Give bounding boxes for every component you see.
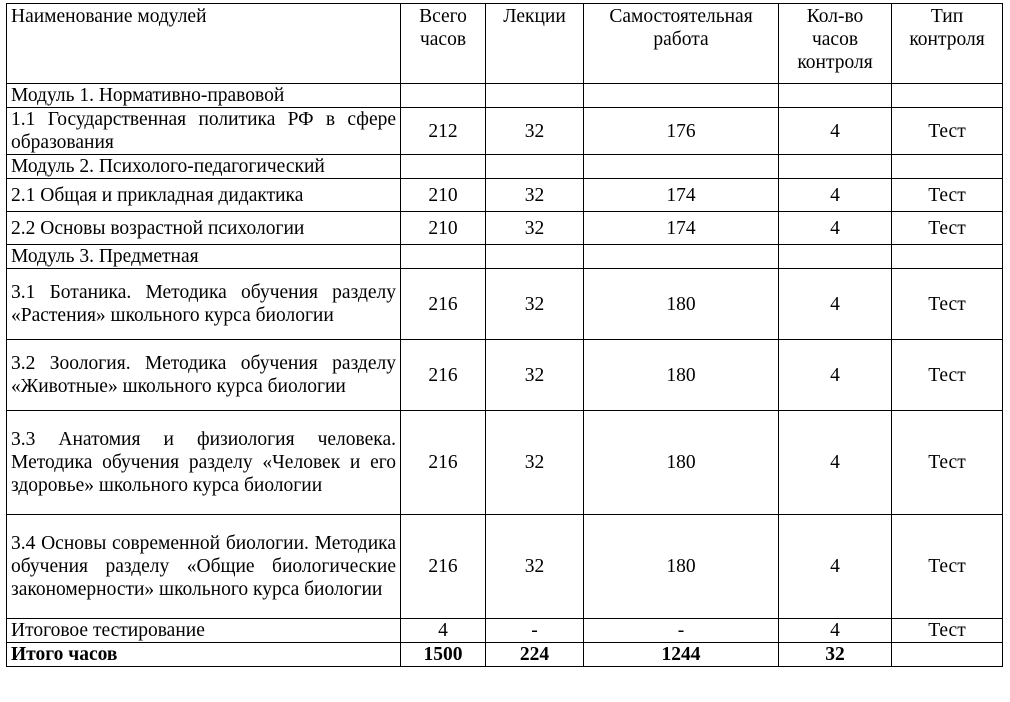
row-self-work: 180	[584, 340, 779, 411]
curriculum-table	[6, 3, 1003, 667]
table-row	[7, 269, 1003, 340]
row-self-work: 174	[584, 179, 779, 212]
header-self-work: Самостоятельная работа	[584, 4, 779, 84]
row-self-work: 180	[584, 515, 779, 619]
header-control-hours: Кол-во часов контроля	[779, 4, 892, 84]
row-total: 216	[401, 340, 486, 411]
table-row	[7, 179, 1003, 212]
totals-control-hours: 32	[779, 643, 892, 667]
row-name: 3.3 Анатомия и физиология человека. Методика обучения разделу «Человек и его здоровье» школьного курса биологии	[7, 411, 401, 515]
row-total: 210	[401, 179, 486, 212]
row-control-hours: 4	[779, 340, 892, 411]
totals-lectures: 224	[486, 643, 584, 667]
totals-row	[7, 643, 1003, 667]
module-title: Модуль 1. Нормативно-правовой	[7, 84, 401, 108]
header-control-type: Тип контроля	[892, 4, 1003, 84]
row-lectures: 32	[486, 411, 584, 515]
row-lectures: 32	[486, 179, 584, 212]
row-total: 210	[401, 212, 486, 245]
row-control-hours: 4	[779, 411, 892, 515]
table-row	[7, 212, 1003, 245]
table-row	[7, 515, 1003, 619]
module-title: Модуль 2. Психолого-педагогический	[7, 155, 401, 179]
row-total: 216	[401, 515, 486, 619]
final-test-lectures: -	[486, 619, 584, 643]
row-name: 1.1 Государственная политика РФ в сфере образования	[7, 108, 401, 155]
row-control-hours: 4	[779, 179, 892, 212]
row-control-type: Тест	[892, 179, 1003, 212]
module-row	[7, 84, 1003, 108]
row-name: 2.2 Основы возрастной психологии	[7, 212, 401, 245]
header-name: Наименование модулей	[7, 4, 401, 84]
row-control-hours: 4	[779, 212, 892, 245]
final-test-control-hours: 4	[779, 619, 892, 643]
row-total: 212	[401, 108, 486, 155]
row-control-type: Тест	[892, 269, 1003, 340]
module-row	[7, 155, 1003, 179]
row-control-hours: 4	[779, 108, 892, 155]
module-row	[7, 245, 1003, 269]
header-total: Всего часов	[401, 4, 486, 84]
totals-control-type	[892, 643, 1003, 667]
row-control-type: Тест	[892, 212, 1003, 245]
row-control-hours: 4	[779, 269, 892, 340]
header-row	[7, 4, 1003, 84]
row-self-work: 176	[584, 108, 779, 155]
final-test-row	[7, 619, 1003, 643]
row-lectures: 32	[486, 108, 584, 155]
row-self-work: 180	[584, 269, 779, 340]
final-test-total: 4	[401, 619, 486, 643]
row-lectures: 32	[486, 515, 584, 619]
table-row	[7, 411, 1003, 515]
row-control-type: Тест	[892, 515, 1003, 619]
row-control-type: Тест	[892, 340, 1003, 411]
row-lectures: 32	[486, 212, 584, 245]
final-test-self-work: -	[584, 619, 779, 643]
totals-total: 1500	[401, 643, 486, 667]
row-lectures: 32	[486, 269, 584, 340]
row-control-hours: 4	[779, 515, 892, 619]
final-test-name: Итоговое тестирование	[7, 619, 401, 643]
row-control-type: Тест	[892, 411, 1003, 515]
module-title: Модуль 3. Предметная	[7, 245, 401, 269]
row-total: 216	[401, 269, 486, 340]
header-lectures: Лекции	[486, 4, 584, 84]
row-total: 216	[401, 411, 486, 515]
row-control-type: Тест	[892, 108, 1003, 155]
row-self-work: 180	[584, 411, 779, 515]
row-name: 3.1 Ботаника. Методика обучения разделу «Растения» школьного курса биологии	[7, 269, 401, 340]
row-self-work: 174	[584, 212, 779, 245]
row-name: 3.2 Зоология. Методика обучения разделу «Животные» школьного курса биологии	[7, 340, 401, 411]
row-name: 3.4 Основы современной биологии. Методика обучения разделу «Общие биологические закономерности» школьного курса биологии	[7, 515, 401, 619]
totals-self-work: 1244	[584, 643, 779, 667]
table-row	[7, 108, 1003, 155]
row-name: 2.1 Общая и прикладная дидактика	[7, 179, 401, 212]
row-lectures: 32	[486, 340, 584, 411]
final-test-control-type: Тест	[892, 619, 1003, 643]
table-row	[7, 340, 1003, 411]
totals-name: Итого часов	[7, 643, 401, 667]
